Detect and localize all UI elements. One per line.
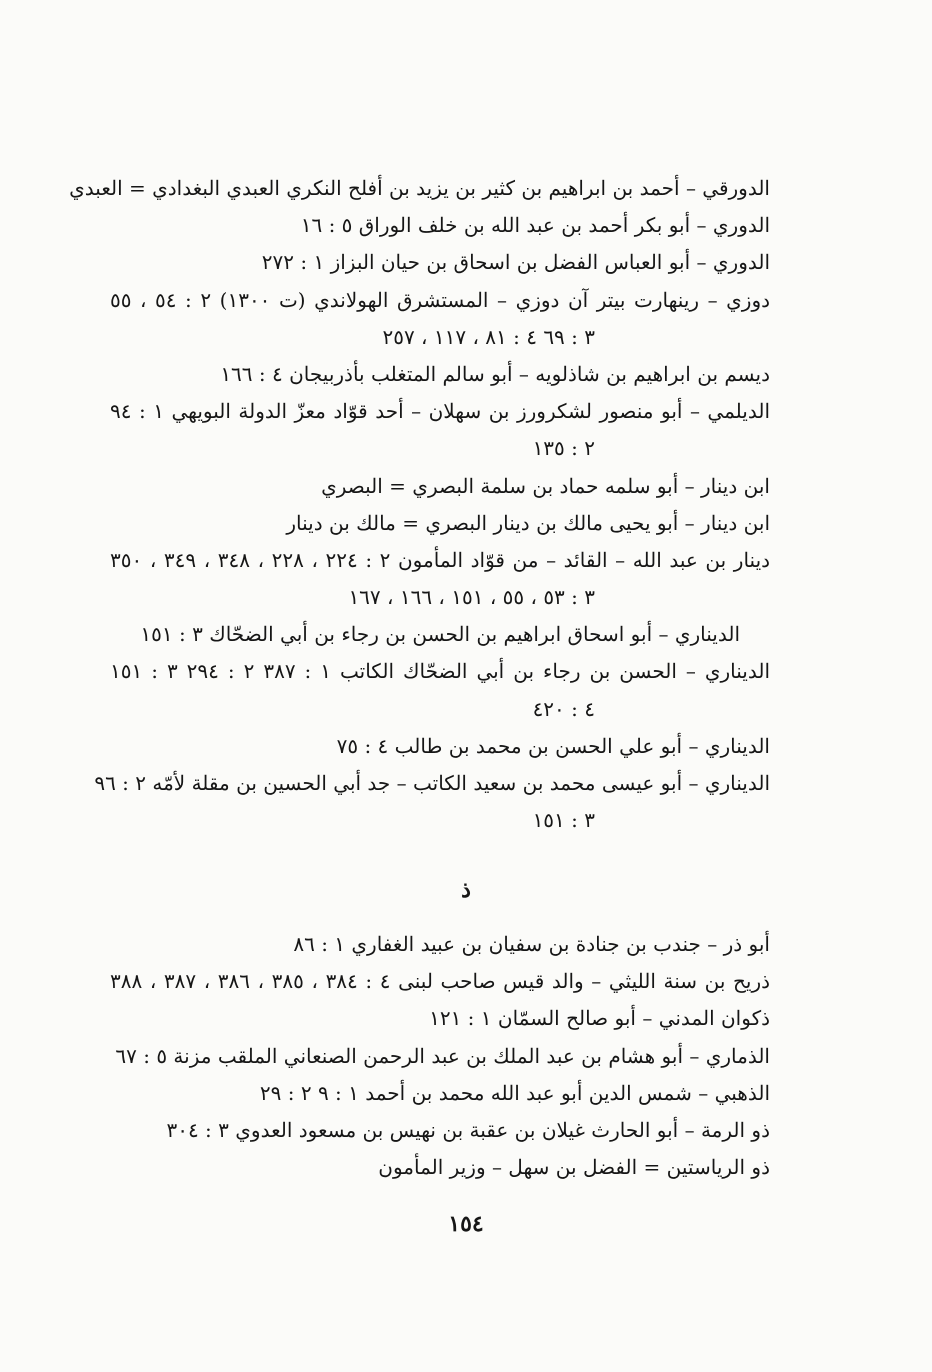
index-entry: الذماري – أبو هشام بن عبد الملك بن عبد الرحمن الصنعاني الملقب مزنة ٥ : ٦٧ — [115, 1043, 770, 1068]
index-entry: الديناري – أبو اسحاق ابراهيم بن الحسن بن رجاء بن أبي الضحّاك ٣ : ١٥١ — [140, 622, 740, 647]
index-entry: الدورقي – أحمد بن ابراهيم بن كثير بن يزيد بن أفلح النكري العبدي البغدادي = العبدي — [69, 176, 770, 200]
index-entry: ديسم بن ابراهيم بن شاذلويه – أبو سالم المتغلب بأذربيجان ٤ : ١٦٦ — [220, 361, 770, 386]
index-entry: دوزي – رينهارت بيتر آن دوزي – المستشرق الهولاندي (ت ١٣٠٠) ٢ : ٥٤ ، ٥٥ — [110, 287, 771, 312]
index-entry: الذهبي – شمس الدين أبو عبد الله محمد بن أحمد ١ : ٩ ٢ : ٢٩ — [259, 1080, 770, 1105]
index-entry: الديناري – الحسن بن رجاء بن أبي الضحّاك الكاتب ١ : ٣٨٧ ٢ : ٢٩٤ ٣ : ١٥١ — [110, 659, 771, 684]
index-entry: ابن دينار – أبو سلمه حماد بن سلمة البصري = البصري — [321, 473, 770, 498]
section-letter-heading: ذ — [461, 877, 471, 903]
index-entry-continuation: ٢ : ١٣٥ — [532, 436, 595, 461]
index-entry: ذريح بن سنة الليثي – والد قيس صاحب لبنى ٤ : ٣٨٤ ، ٣٨٥ ، ٣٨٦ ، ٣٨٧ ، ٣٨٨ — [110, 969, 771, 994]
index-entry-continuation: ٣ : ٦٩ ٤ : ٨١ ، ١١٧ ، ٢٥٧ — [382, 324, 595, 349]
section-dal-entries — [69, 170, 771, 839]
index-entry: الديناري – أبو علي الحسن بن محمد بن طالب ٤ : ٧٥ — [336, 733, 770, 758]
index-entry: الدوري – أبو العباس الفضل بن اسحاق بن حيان البزاز ١ : ٢٧٢ — [261, 250, 770, 275]
index-entry-continuation: ٣ : ٥٣ ، ٥٥ ، ١٥١ ، ١٦٦ ، ١٦٧ — [348, 585, 595, 610]
index-entry: ذو الرياستين = الفضل بن سهل – وزير المأمون — [378, 1155, 770, 1180]
index-entry: دينار بن عبد الله – القائد – من قوّاد المأمون ٢ : ٢٢٤ ، ٢٢٨ ، ٣٤٨ ، ٣٤٩ ، ٣٥٠ — [110, 547, 771, 572]
index-entry-continuation: ٣ : ١٥١ — [532, 808, 595, 833]
index-entry: الديلمي – أبو منصور لشكرورز بن سهلان – أحد قوّاد معزّ الدولة البويهي ١ : ٩٤ — [110, 399, 771, 424]
index-entry-continuation: ٤ : ٤٢٠ — [532, 696, 595, 721]
index-entry: الدوري – أبو بكر أحمد بن عبد الله بن خلف الوراق ٥ : ١٦ — [300, 213, 770, 238]
index-entry: ذو الرمة – أبو الحارث غيلان بن عقبة بن نهيس بن مسعود العدوي ٣ : ٣٠٤ — [166, 1117, 770, 1142]
index-entry: ابن دينار – أبو يحيى مالك بن دينار البصري = مالك بن دينار — [286, 510, 770, 535]
index-entry: ذكوان المدني – أبو صالح السمّان ١ : ١٢١ — [429, 1006, 770, 1031]
page-number: ١٥٤ — [448, 1211, 484, 1237]
index-entry: أبو ذر – جندب بن جنادة بن سفيان بن عبيد الغفاري ١ : ٨٦ — [293, 932, 770, 956]
index-entry: الديناري – أبو عيسى محمد بن سعيد الكاتب – جد أبي الحسين بن مقلة لأمّه ٢ : ٩٦ — [94, 771, 770, 795]
section-dhal-entries — [110, 926, 770, 1186]
